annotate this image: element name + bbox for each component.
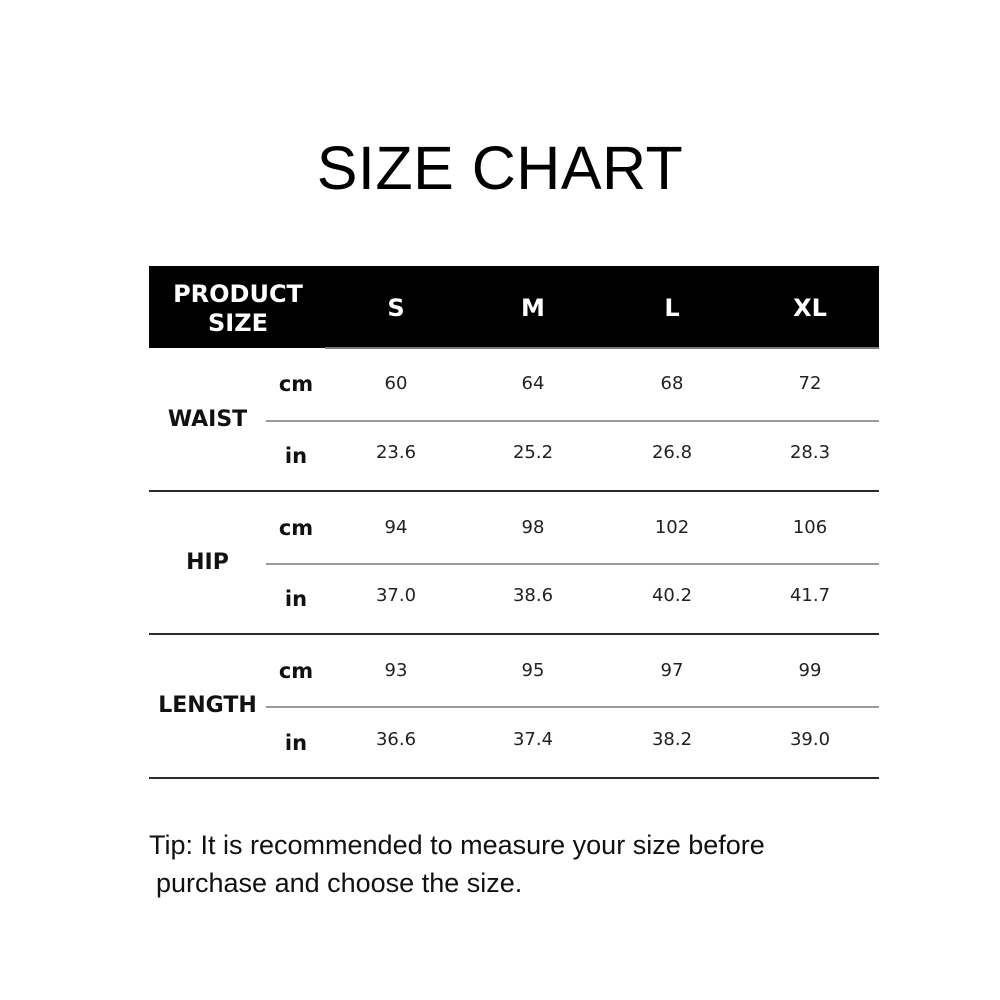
group-label-length: LENGTH (158, 693, 257, 718)
table-cell: 97 (660, 660, 684, 681)
table-cell: 37.0 (375, 585, 417, 606)
tip-line-2: purchase and choose the size. (156, 868, 523, 898)
table-cell: 98 (521, 517, 545, 538)
table-cell: 93 (384, 660, 408, 681)
table-cell: 95 (521, 660, 545, 681)
page-title: SIZE CHART (316, 134, 684, 202)
measurement-tip (149, 826, 909, 902)
unit-label: cm (278, 659, 314, 683)
header-size-label: SIZE (207, 309, 268, 337)
table-cell: 60 (384, 373, 408, 394)
header-size-l: L (664, 294, 680, 322)
unit-label: cm (278, 516, 314, 540)
header-size-m: M (521, 294, 545, 322)
group-label-waist: WAIST (167, 407, 248, 432)
header-product-size (160, 280, 316, 338)
group-label-hip: HIP (186, 550, 229, 575)
table-cell: 102 (654, 517, 690, 538)
table-cell: 26.8 (651, 442, 693, 463)
table-cell: 25.2 (512, 442, 554, 463)
header-size-s: S (387, 294, 405, 322)
unit-label: in (284, 587, 308, 611)
table-cell: 23.6 (375, 442, 417, 463)
table-cell: 106 (792, 517, 828, 538)
table-cell: 41.7 (789, 585, 831, 606)
table-cell: 28.3 (789, 442, 831, 463)
group-divider (149, 633, 879, 635)
table-cell: 36.6 (375, 729, 417, 750)
table-cell: 39.0 (789, 729, 831, 750)
header-divider (325, 347, 879, 349)
table-cell: 72 (798, 373, 822, 394)
tip-line-1: Tip: It is recommended to measure your size before (149, 830, 765, 860)
table-cell: 99 (798, 660, 822, 681)
table-cell: 40.2 (651, 585, 693, 606)
table-cell: 37.4 (512, 729, 554, 750)
header-size-xl: XL (793, 294, 827, 322)
table-cell: 38.6 (512, 585, 554, 606)
table-cell: 64 (521, 373, 545, 394)
unit-label: cm (278, 372, 314, 396)
unit-label: in (284, 444, 308, 468)
group-divider (149, 490, 879, 492)
table-cell: 38.2 (651, 729, 693, 750)
unit-label: in (284, 731, 308, 755)
row-divider (266, 706, 879, 708)
table-cell: 68 (660, 373, 684, 394)
row-divider (266, 420, 879, 422)
row-divider (266, 563, 879, 565)
header-product-label: PRODUCT (173, 280, 303, 308)
group-divider (149, 777, 879, 779)
table-cell: 94 (384, 517, 408, 538)
